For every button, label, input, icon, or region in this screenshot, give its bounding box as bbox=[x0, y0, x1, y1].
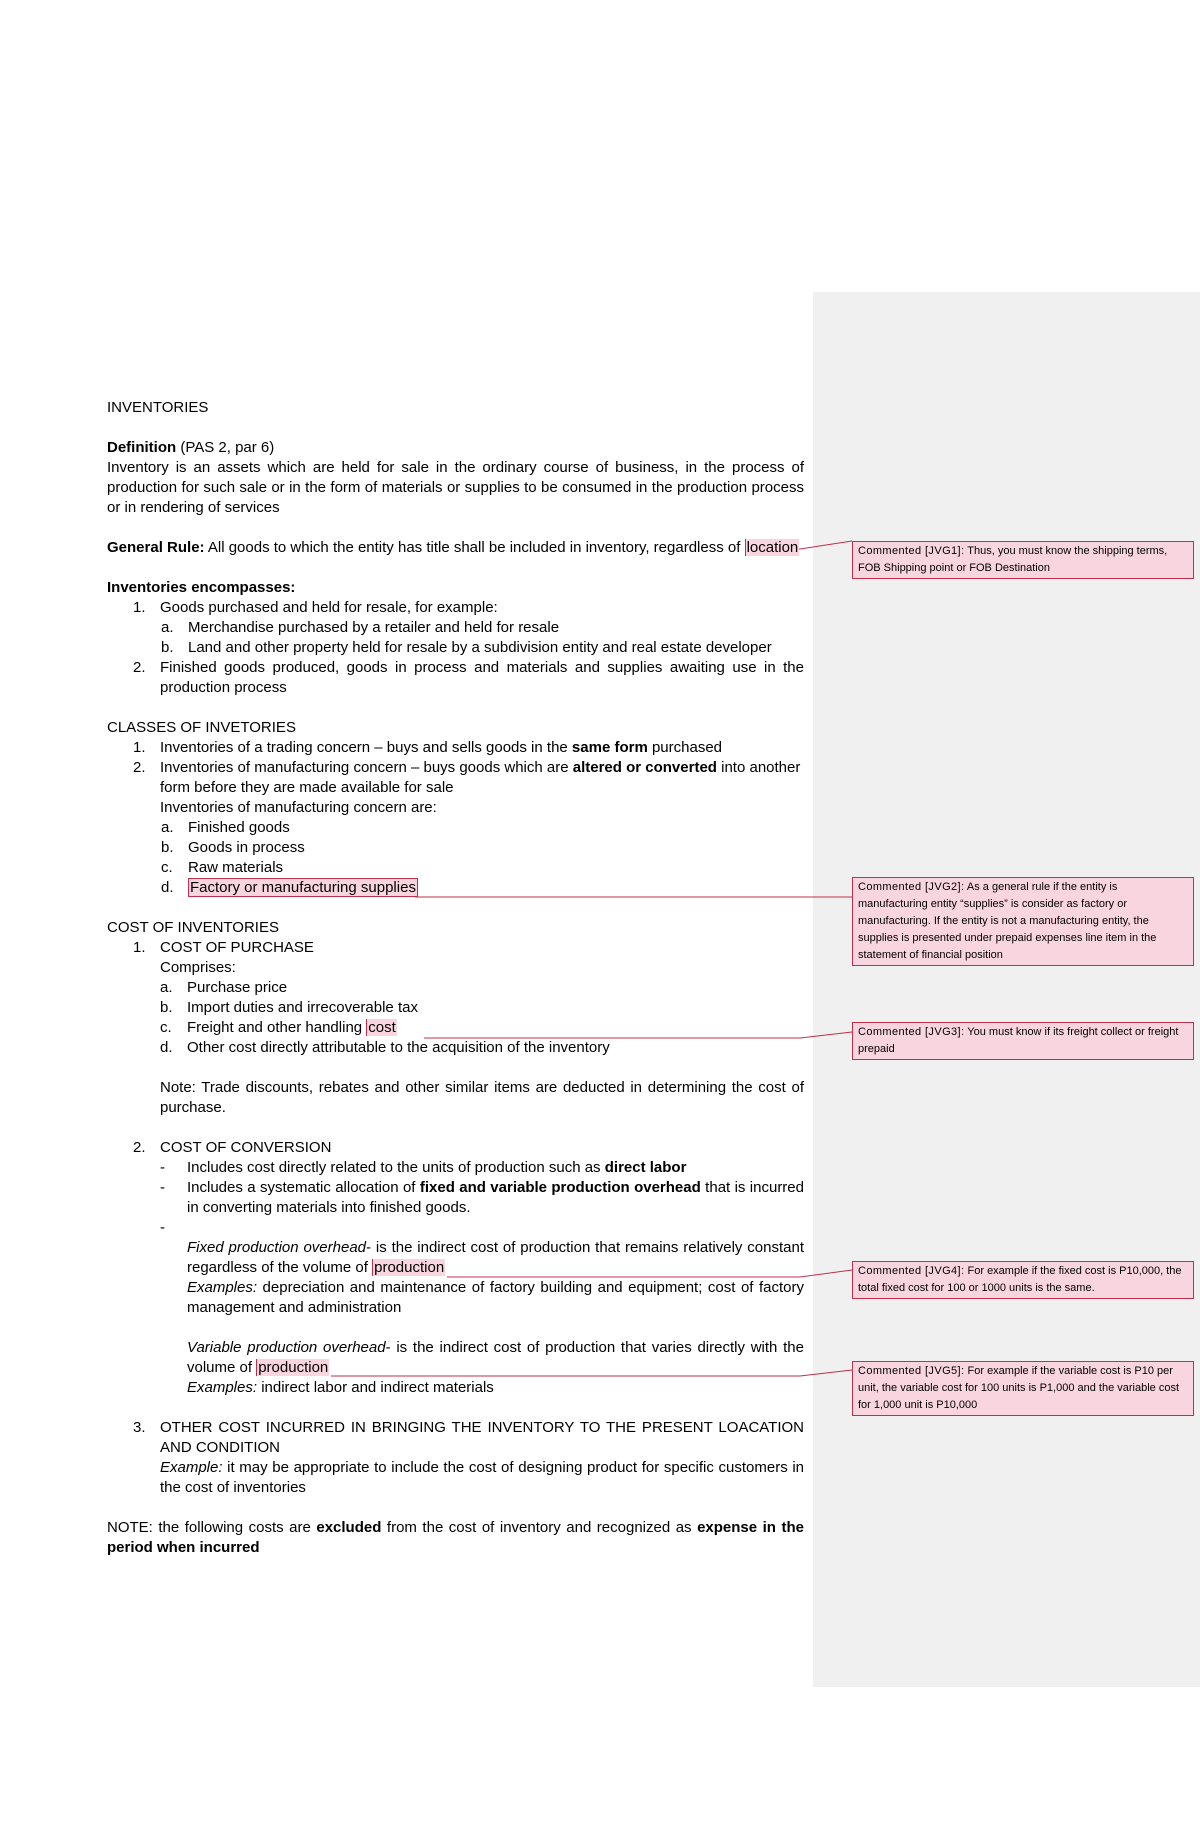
list-item: b. Land and other property held for resale by a subdivision entity and real estate developer bbox=[161, 639, 772, 656]
highlight-factory-supplies[interactable]: Factory or manufacturing supplies bbox=[190, 879, 416, 896]
list-item: d. Other cost directly attributable to the acquisition of the inventory bbox=[160, 1039, 610, 1056]
list-item: 1. Goods purchased and held for resale, for example: bbox=[133, 599, 498, 616]
comment-jvg4[interactable]: Commented [JVG4]: For example if the fixed cost is P10,000, the total fixed cost for 100 or 1000 units is the same. bbox=[852, 1261, 1194, 1299]
list-item: 2. Inventories of manufacturing concern – buys goods which are altered or converted into another form before they are made available for sale bbox=[133, 759, 801, 796]
highlight-production-fixed[interactable]: production bbox=[374, 1259, 445, 1276]
list-item: b. Import duties and irrecoverable tax bbox=[160, 999, 418, 1016]
highlight-production-variable[interactable]: production bbox=[258, 1359, 329, 1376]
purchase-note: Note: Trade discounts, rebates and other similar items are deducted in determining the cost of purchase. bbox=[160, 1079, 804, 1116]
list-item: a. Merchandise purchased by a retailer and held for resale bbox=[161, 619, 560, 636]
list-item: 1. COST OF PURCHASE bbox=[133, 939, 314, 956]
final-note: NOTE: the following costs are excluded from the cost of inventory and recognized as expense in the period when incurred bbox=[107, 1519, 804, 1556]
document-body bbox=[107, 398, 804, 1558]
page-title: INVENTORIES bbox=[107, 399, 209, 416]
list-item: c. Freight and other handling cost bbox=[160, 1019, 396, 1036]
comment-jvg5[interactable]: Commented [JVG5]: For example if the variable cost is P10 per unit, the variable cost for 100 units is P1,000 and the variable cost for 1,000 unit is P10,000 bbox=[852, 1361, 1194, 1416]
definition-text: Inventory is an assets which are held for sale in the ordinary course of business, in the process of production for such sale or in the form of materials or supplies to be consumed in the production process or in rendering of services bbox=[107, 459, 804, 516]
comment-jvg3[interactable]: Commented [JVG3]: You must know if its freight collect or freight prepaid bbox=[852, 1022, 1194, 1060]
variable-overhead-examples: Examples: indirect labor and indirect materials bbox=[187, 1379, 494, 1396]
list-item: b. Goods in process bbox=[161, 839, 305, 856]
list-item: a. Finished goods bbox=[161, 819, 290, 836]
list-item: a. Purchase price bbox=[160, 979, 288, 996]
comment-jvg1[interactable]: Commented [JVG1]: Thus, you must know the shipping terms, FOB Shipping point or FOB Destination bbox=[852, 541, 1194, 579]
comments-pane bbox=[813, 292, 1200, 1687]
comment-jvg2[interactable]: Commented [JVG2]: As a general rule if the entity is manufacturing entity “supplies” is consider as factory or manufacturing. If the entity is not a manufacturing entity, the supplies is presented under prepaid expenses line item in the statement of financial position bbox=[852, 877, 1194, 966]
list-item: d. Factory or manufacturing supplies bbox=[161, 879, 416, 896]
variable-overhead-definition: Variable production overhead- is the indirect cost of production that varies directly with the volume of production bbox=[187, 1339, 804, 1376]
list-item: c. Raw materials bbox=[161, 859, 284, 876]
list-item: - bbox=[160, 1219, 165, 1236]
classes-heading: CLASSES OF INVETORIES bbox=[107, 719, 296, 736]
list-item: 2. Finished goods produced, goods in process and materials and supplies awaiting use in the production process bbox=[133, 659, 804, 696]
fixed-overhead-examples: Examples: depreciation and maintenance of factory building and equipment; cost of factory management and administration bbox=[187, 1279, 804, 1316]
highlight-location[interactable]: location bbox=[746, 539, 799, 556]
list-item: - Includes cost directly related to the units of production such as direct labor bbox=[160, 1159, 687, 1176]
general-rule: General Rule: All goods to which the entity has title shall be included in inventory, regardless of location bbox=[107, 539, 799, 556]
cost-heading: COST OF INVENTORIES bbox=[107, 919, 279, 936]
encompasses-heading: Inventories encompasses: bbox=[107, 579, 296, 596]
list-item: 1. Inventories of a trading concern – buys and sells goods in the same form purchased bbox=[133, 739, 723, 756]
list-item: 3. OTHER COST INCURRED IN BRINGING THE INVENTORY TO THE PRESENT LOACATION AND CONDITION bbox=[133, 1419, 804, 1456]
fixed-overhead-definition: Fixed production overhead- is the indirect cost of production that remains relatively constant regardless of the volume of production bbox=[187, 1239, 804, 1276]
comprises-label: Comprises: bbox=[160, 959, 236, 976]
other-cost-example: Example: it may be appropriate to include the cost of designing product for specific customers in the cost of inventories bbox=[160, 1459, 804, 1496]
list-item: 2. COST OF CONVERSION bbox=[133, 1139, 332, 1156]
list-item: - Includes a systematic allocation of fixed and variable production overhead that is incurred in converting materials into finished goods. bbox=[160, 1179, 804, 1216]
definition-heading: Definition (PAS 2, par 6) bbox=[107, 439, 275, 456]
highlight-cost[interactable]: cost bbox=[368, 1019, 396, 1036]
classes-sub-intro: Inventories of manufacturing concern are: bbox=[160, 799, 437, 816]
